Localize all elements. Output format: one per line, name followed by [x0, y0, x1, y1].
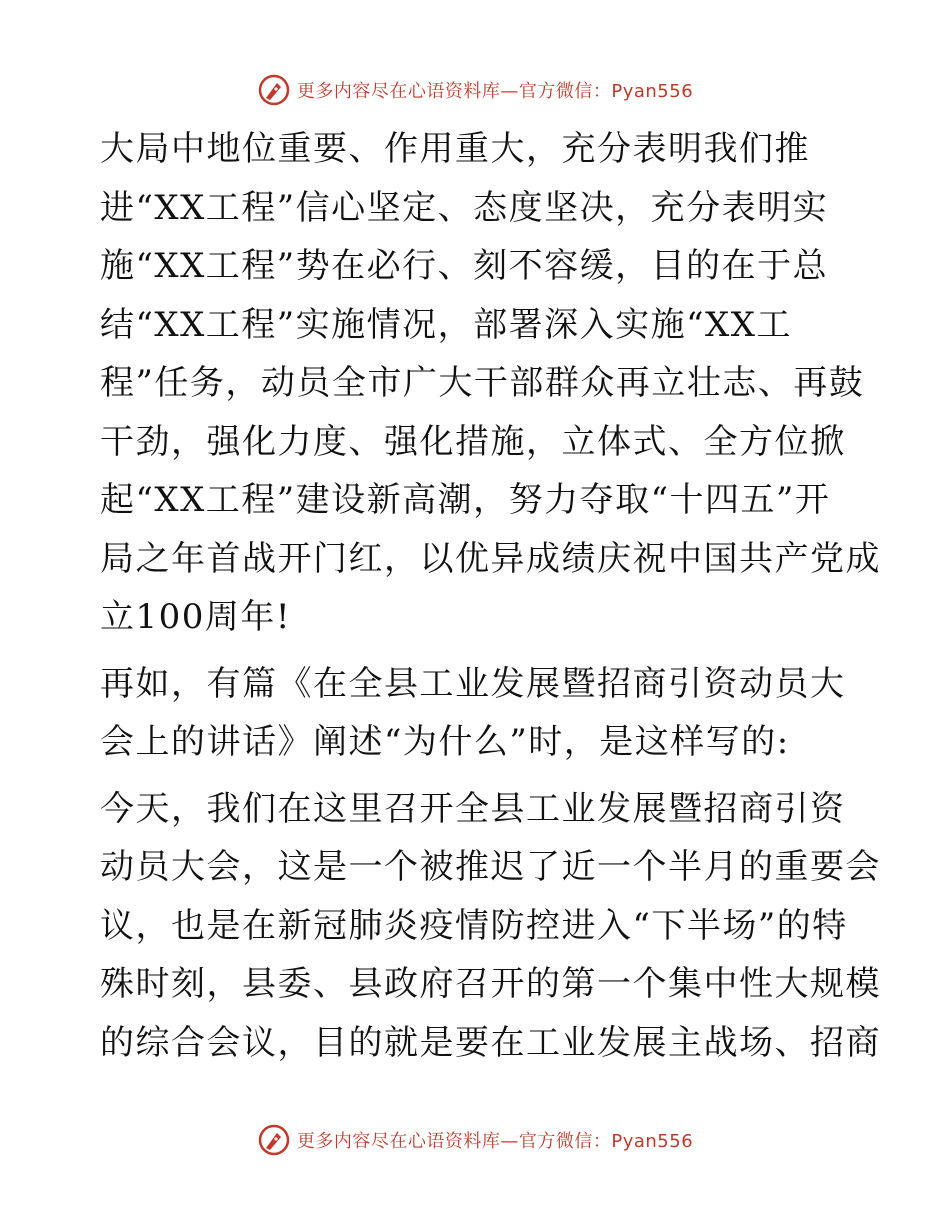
- text-line: 殊时刻，县委、县政府召开的第一个集中性大规模: [100, 964, 881, 1004]
- header-banner-text: [297, 77, 693, 103]
- paragraph-2: [100, 655, 860, 772]
- pen-nib-circle-icon: [257, 73, 291, 107]
- footer-banner: [0, 1122, 950, 1158]
- text-line: 立100周年!: [100, 597, 292, 637]
- paragraph-gap: [100, 647, 860, 655]
- text-line: 再如，有篇《在全县工业发展暨招商引资动员大: [100, 663, 846, 704]
- footer-banner-text: [297, 1127, 693, 1153]
- paragraph-gap: [100, 772, 860, 780]
- banner-main-text: 更多内容尽在心语资料库: [296, 1131, 501, 1152]
- text-line: 干劲，强化力度、强化措施，立体式、全方位掀: [100, 421, 846, 462]
- text-line: 结“XX工程”实施情况，部署深入实施“XX工: [100, 304, 792, 345]
- banner-dash: —: [500, 1131, 519, 1152]
- header-banner: [0, 72, 950, 108]
- text-line: 动员大会，这是一个被推迟了近一个半月的重要会: [100, 847, 881, 887]
- text-line: 局之年首战开门红，以优异成绩庆祝中国共产党成: [100, 538, 881, 579]
- document-body: [100, 120, 881, 1072]
- banner-wechat-text: 官方微信：Pyan556: [518, 1131, 694, 1152]
- banner-dash: —: [500, 81, 519, 102]
- paragraph-3: [100, 780, 881, 1073]
- text-line: 进“XX工程”信心坚定、态度坚决，充分表明实: [100, 187, 829, 228]
- paragraph-1: [100, 120, 881, 647]
- text-line: 今天，我们在这里召开全县工业发展暨招商引资: [100, 788, 846, 829]
- banner-wechat-text: 官方微信：Pyan556: [518, 81, 694, 102]
- banner-main-text: 更多内容尽在心语资料库: [296, 81, 501, 102]
- text-line: 大局中地位重要、作用重大，充分表明我们推: [100, 129, 810, 169]
- text-line: 施“XX工程”势在必行、刻不容缓，目的在于总: [100, 246, 829, 286]
- text-line: 程”任务，动员全市广大干部群众再立壮志、再鼓: [100, 363, 865, 403]
- text-line: 会上的讲话》阐述“为什么”时，是这样写的:: [100, 722, 790, 762]
- text-line: 议，也是在新冠肺炎疫情防控进入“下半场”的特: [100, 905, 848, 946]
- text-line: 起“XX工程”建设新高潮，努力夺取“十四五”开: [100, 480, 831, 520]
- pen-nib-circle-icon: [257, 1123, 291, 1157]
- text-line: 的综合会议，目的就是要在工业发展主战场、招商: [100, 1022, 881, 1063]
